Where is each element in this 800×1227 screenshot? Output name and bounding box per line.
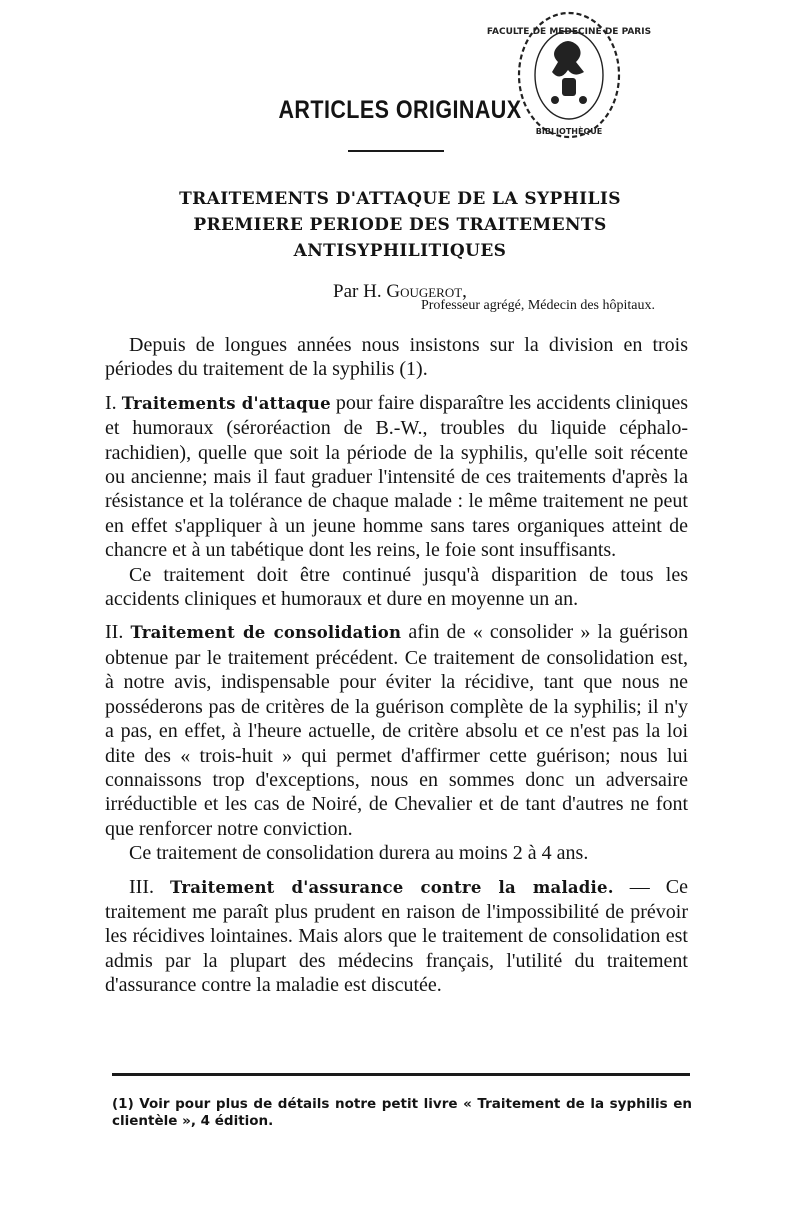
section-1-continuation: Ce traitement doit être continué jusqu'à disparition de tous les accidents cliniques et humoraux et dure en moyenne un an. — [105, 563, 688, 611]
author-name: Gougerot, — [386, 281, 467, 302]
section-2-heading: Traitement de consolidation — [130, 623, 402, 643]
section-2-paragraph — [105, 620, 688, 841]
author-affiliation: Professeur agrégé, Médecin des hôpitaux. — [420, 298, 655, 313]
intro-paragraph: Depuis de longues années nous insistons sur la division en trois périodes du traitement de la syphilis (1). — [105, 334, 688, 381]
title-line: ANTISYPHILITIQUES — [293, 241, 507, 261]
stamp-text-top: FACULTE DE MEDECINE DE PARIS — [486, 27, 652, 37]
title-line: TRAITEMENTS D'ATTAQUE DE LA SYPHILIS — [179, 189, 621, 209]
title-divider — [348, 150, 444, 152]
footnote-line-1: (1) Voir pour plus de détails notre petit livre « Traitement de la syphilis en — [112, 1096, 692, 1112]
byline-prefix: Par H. — [333, 281, 387, 302]
section-3-number: III. — [129, 875, 171, 898]
section-1-heading: Traitements d'attaque — [121, 393, 331, 413]
footnote — [112, 1096, 692, 1130]
section-1-text: pour faire disparaître les accidents cliniques et humoraux (séroréaction de B.-W., troubles du liquide céphalo-rachidien), quelle que soit la période de la syphilis, qu'elle soit récente ou ancienne; mais il faut graduer l'intensité de ces traitements d'après la résistance et la tolérance de chaque malade : le même traitement ne peut en effet s'appliquer à un jeune homme sans tares organiques atteint de chancre et à un tabétique dont les reins, le foie sont insuffisants. — [105, 391, 688, 562]
section-2-continuation: Ce traitement de consolidation durera au moins 2 à 4 ans. — [129, 842, 589, 865]
title-line: PREMIERE PERIODE DES TRAITEMENTS — [193, 215, 607, 235]
section-2-number: II. — [105, 621, 131, 644]
article-title — [105, 186, 695, 264]
stamp-text-bottom: BIBLIOTHÈQUE — [535, 127, 603, 136]
section-header: ARTICLES ORIGINAUX — [278, 96, 522, 124]
section-2-text: afin de « consolider » la guérison obtenue par le traitement précédent. Ce traitement de consolidation est, à notre avis, indispensable pour éviter la récidive, tant que nous ne posséderons pas de critères de la guérison complète de la syphilis; il n'y a pas, en effet, à l'heure actuelle, de critère absolu et ce n'est pas la loi dite des « trois-huit » qui permet d'affirmer cette guérison; nous lui connaissons trop d'exceptions, nous en sommes donc un adversaire irréductible et les cas de Noiré, de Chevalier et de tant d'autres ne font que renforcer notre conviction. — [105, 621, 688, 840]
footnote-line-2: clientèle », 4 édition. — [112, 1113, 274, 1129]
section-3-text: — Ce traitement me paraît plus prudent en raison de l'impossibilité de prévoir les récidives lointaines. Mais alors que le traitement de consolidation est admis par la plupart des médecins français, l'utilité du traitement d'assurance contre la maladie est discutée. — [105, 875, 688, 997]
section-1-paragraph — [105, 391, 688, 563]
article-body — [105, 333, 688, 998]
section-3-paragraph — [105, 875, 688, 998]
section-1-number: I. — [105, 391, 122, 414]
footnote-divider — [112, 1073, 690, 1076]
section-3-heading: Traitement d'assurance contre la maladie. — [170, 877, 614, 897]
